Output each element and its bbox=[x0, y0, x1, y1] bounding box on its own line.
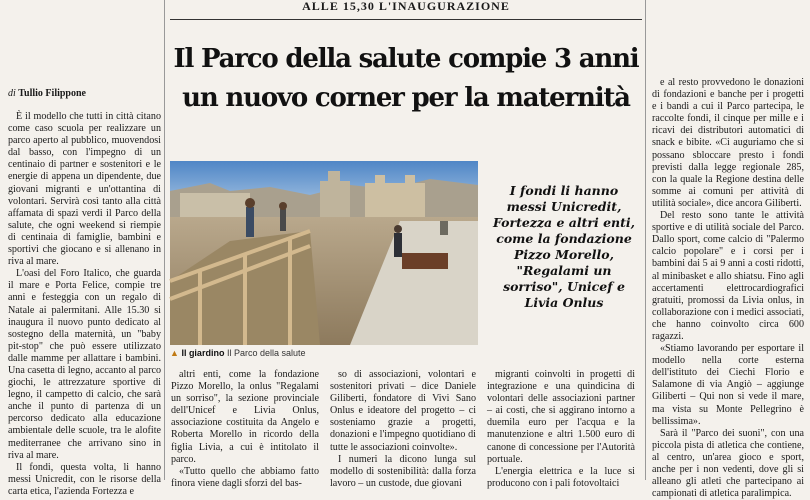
park-photo bbox=[170, 161, 478, 345]
pull-quote: I fondi li hanno messi Unicredit, Fortezza e altri enti, come la fondazione Pizzo Morello, "Regalami un sorriso", Unicef e Livia Onlus bbox=[492, 183, 636, 310]
article-paragraph: «Stiamo lavorando per esportare il modello nella corte esterna dell'istituto dei Ciechi Florio e Salamone di via Angiò – aggiunge Giliberti – Qui non si vede il mare, ma vista su Monte Pellegrino è bellissima». bbox=[652, 343, 804, 427]
article-paragraph: L'oasi del Foro Italico, che guarda il mare e Porta Felice, compie tre anni e festeggia con un regalo di Natale ai palermitani. Alle 15.30 si inaugura il nuovo punto dedicato al sostegno della maternità, un "baby pit-stop" che può essere utilizzato dalle mamme per allattare i bambini. Una casetta di legno, accanto al parco giochi, le attrezzature sportive di legno, il campetto di calcio, che sarà anche il punto di partenza di un percorso dedicato alla educazione ambientale delle scuole, tra le alofite mediterranee che arrivano sino in riva al mare. bbox=[8, 268, 161, 461]
caption-label: Il giardino bbox=[181, 348, 225, 358]
caption-marker: ▲ bbox=[170, 348, 179, 358]
caption-text: Il Parco della salute bbox=[226, 348, 306, 358]
article-paragraph: L'energia elettrica e la luce si producono con i pali fotovoltaici bbox=[487, 465, 635, 489]
article-paragraph: migranti coinvolti in progetti di integrazione e una quindicina di volontari delle associazioni partner – ai costi, che si aggirano intorno a duemila euro per l'acqua e la manutenzione e altri 1.500 euro di canone di concessione per l'Autorità portuale. bbox=[487, 369, 635, 465]
article-paragraph: È il modello che tutti in città citano come caso scuola per realizzare un parco aperto al pubblico, muovendosi dal basso, con l'impegno di un centinaio di partner e sostenitori e le energie di appena un dipendente, due giovani migranti e un'ottantina di volontari. Servirà così tanto alla città affamata di spazi verdi il Parco della salute, che ogni weekend si riempie di centinaia di famiglie, bambini e sportivi che giocano e si allenano in riva al mare. bbox=[8, 111, 161, 268]
article-paragraph: Il fondi, questa volta, li hanno messi Unicredit, con le risorse della carta etica, l'azienda Fortezza e bbox=[8, 461, 161, 497]
article-paragraph: so di associazioni, volontari e sostenitori privati – dice Daniele Giliberti, fondatore di Vivi Sano Onlus e ideatore del progetto – ci sosteniamo grazie a progetti, donazioni e l'impegno quotidiano di tutte le associazioni coinvolte». bbox=[330, 369, 476, 453]
article-column-5 bbox=[652, 77, 804, 500]
column-divider bbox=[164, 0, 165, 480]
article-paragraph: altri enti, come la fondazione Pizzo Morello, la onlus "Regalami un sorriso", la sezione provinciale dell'Unicef e Livia Onlus, associazione costituita da Angelo e Roberta Morello in ricordo della figlia Livia, a cui è intitolato il parco. bbox=[171, 369, 319, 465]
article-paragraph: Del resto sono tante le attività sportive e di utilità sociale del Parco. Dallo sport, come calcio di "Palermo calcio popolare" e i corsi per i bambini dai 5 ai 9 anni a costi ridotti, al minibasket e allo shiatsu. Fino agli accertamenti elettrocardiografici gratuiti, promossi da Livia onlus, in collaborazione con i medici associati, che hanno coinvolto circa 600 ragazzi. bbox=[652, 210, 804, 342]
article-paragraph: «Tutto quello che abbiamo fatto finora viene dagli sforzi del bas- bbox=[171, 465, 319, 489]
article-paragraph: I numeri la dicono lunga sul modello di sostenibilità: dalla forza lavoro – un custode, due giovani bbox=[330, 453, 476, 489]
article-column-1 bbox=[8, 111, 161, 497]
headline bbox=[170, 40, 642, 118]
article-column-4 bbox=[487, 369, 635, 489]
article-column-3 bbox=[330, 369, 476, 489]
section-kicker: ALLE 15,30 L'INAUGURAZIONE bbox=[170, 0, 642, 20]
headline-line-1: Il Parco della salute compie 3 anni bbox=[173, 44, 639, 74]
byline bbox=[8, 88, 158, 99]
article-column-2 bbox=[171, 369, 319, 489]
article-paragraph: Sarà il "Parco dei suoni", con una piccola pista di atletica che contiene, al centro, un'area gioco e sport, anche per i non vedenti, dove gli si alleano gli atleti che partecipano ai campionati di atletica paralimpica. bbox=[652, 427, 804, 500]
byline-prefix: di bbox=[8, 88, 16, 99]
column-divider bbox=[645, 0, 646, 480]
byline-author: Tullio Filippone bbox=[18, 88, 86, 99]
headline-line-2: un nuovo corner per la maternità bbox=[182, 83, 630, 113]
photo-caption bbox=[170, 348, 478, 358]
article-paragraph: e al resto provvedono le donazioni di fondazioni e banche per i progetti e i bandi a cui il Parco partecipa, le raccolte fondi, il cinque per mille e i ricavi dei distributori automatici di snack e bibite. «Ci auguriamo che si possano sbloccare presto i fondi previsti dalla legge regionale 285, con la quale la Regione destina delle somme ai comuni per attività di utilità sociale», dice ancora Giliberti. bbox=[652, 77, 804, 209]
